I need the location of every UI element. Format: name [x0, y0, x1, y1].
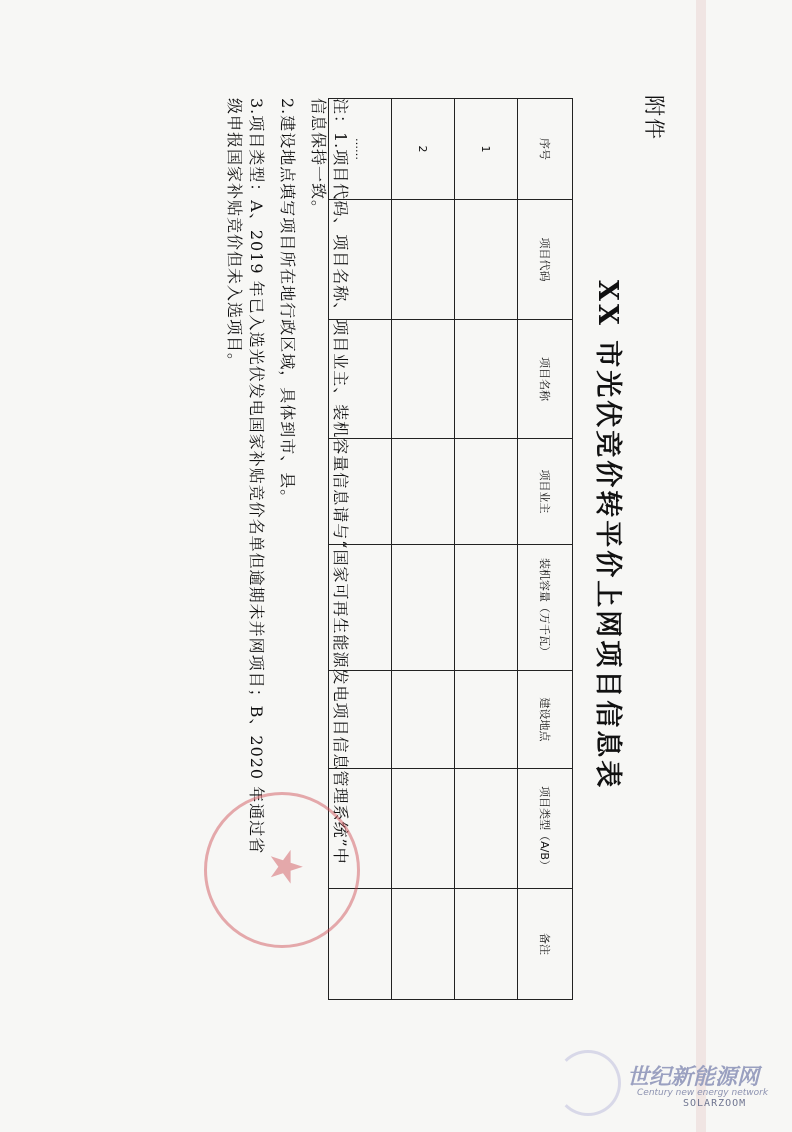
row-index-cell: 2	[392, 99, 455, 200]
header-cell-capacity: 装机容量（万千瓦）	[518, 545, 573, 671]
header-cell-location: 建设地点	[518, 671, 573, 769]
table-cell	[455, 320, 518, 439]
notes-section	[214, 98, 351, 868]
header-cell-code: 项目代码	[518, 200, 573, 320]
table-cell	[455, 200, 518, 320]
header-cell-name: 项目名称	[518, 320, 573, 439]
note-2: 2.建设地点填写项目所在地行政区域，具体到市、县。	[278, 98, 297, 507]
table-row	[392, 99, 455, 1000]
watermark-logo	[555, 1050, 785, 1120]
header-cell-remarks: 备注	[518, 889, 573, 1000]
watermark-en: Century new energy network	[637, 1088, 769, 1098]
table-row	[455, 99, 518, 1000]
page-title: XX 市光伏竞价转平价上网项目信息表	[592, 280, 623, 791]
table-cell	[455, 889, 518, 1000]
table-cell	[392, 889, 455, 1000]
table-cell	[455, 769, 518, 889]
project-info-table	[328, 98, 573, 1000]
bleed-through-stripe	[696, 0, 706, 1132]
note-3: 3.项目类型：A、2019 年已入选光伏发电国家补贴竞价名单但逾期未并网项目；B、2020 年通过省级申报国家补贴竞价但未入选项目。	[225, 98, 266, 855]
header-cell-index: 序号	[518, 99, 573, 200]
header-cell-type: 项目类型（A/B）	[518, 769, 573, 889]
table-cell	[392, 545, 455, 671]
table-header-row	[518, 99, 573, 1000]
table-cell	[455, 671, 518, 769]
table-cell	[392, 439, 455, 545]
watermark-cn: 世纪新能源网	[627, 1065, 760, 1090]
table-cell	[392, 671, 455, 769]
table-cell	[455, 439, 518, 545]
note-1: 注：1.项目代码、项目名称、项目业主、装机容量信息请与“国家可再生能源发电项目信息管理系统”中信息保持一致。	[309, 98, 350, 865]
table-cell	[392, 320, 455, 439]
logo-swirl-icon	[555, 1050, 621, 1116]
table-cell	[392, 200, 455, 320]
attachment-label: 附件	[642, 95, 666, 141]
table-cell	[392, 769, 455, 889]
official-seal-stamp	[204, 792, 360, 948]
row-index-cell: ……	[329, 99, 392, 200]
seal-star-icon: ★	[260, 847, 311, 887]
header-cell-owner: 项目业主	[518, 439, 573, 545]
row-index-cell: 1	[455, 99, 518, 200]
table-cell	[455, 545, 518, 671]
watermark-solar: SOLARZOOM	[683, 1098, 747, 1109]
